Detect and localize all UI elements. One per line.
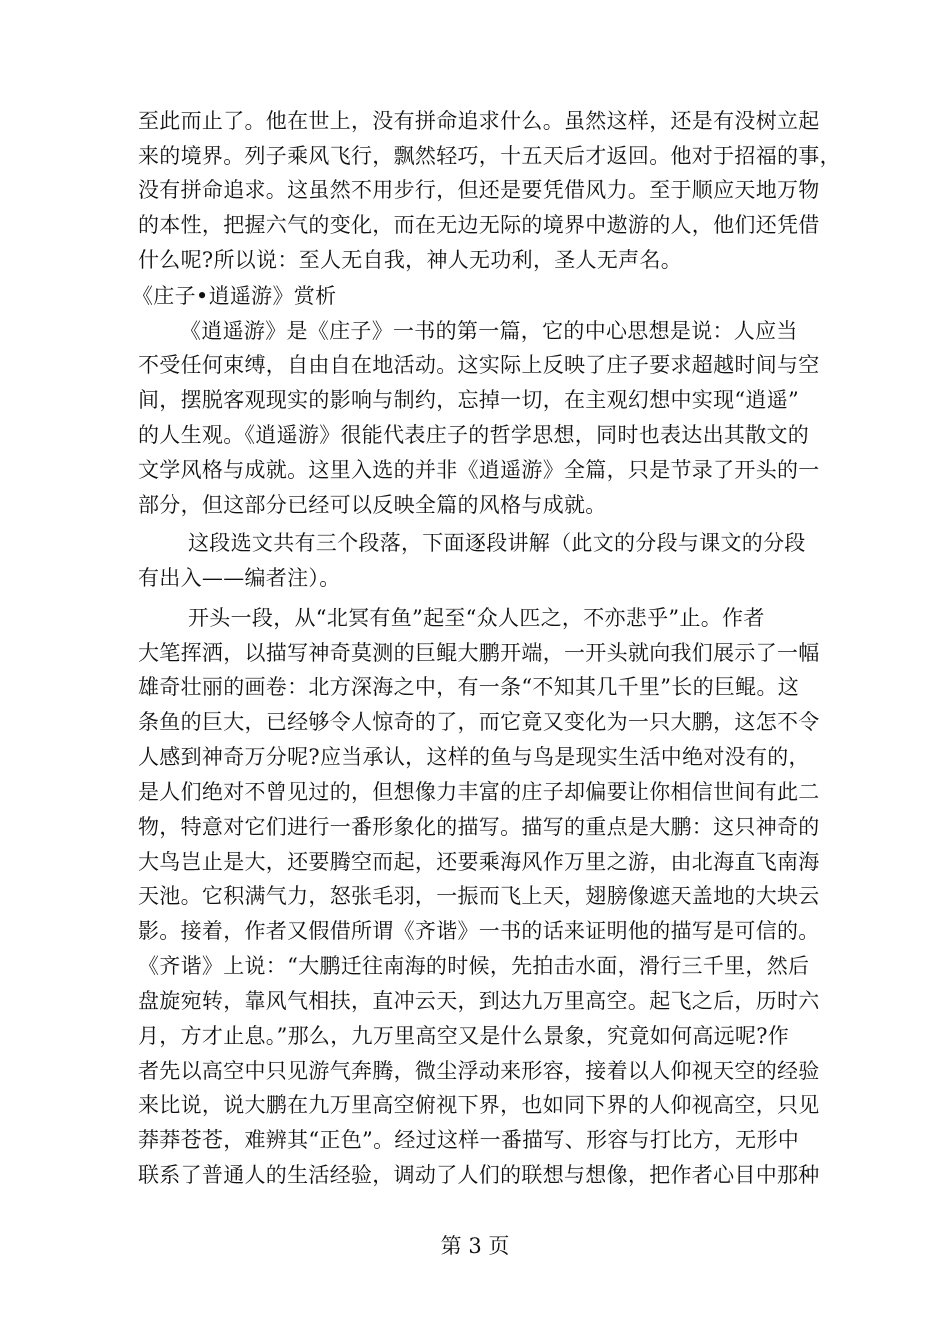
text-line: 来的境界。列子乘风飞行，飘然轻巧，十五天后才返回。他对于招福的事， — [138, 144, 841, 168]
page-number: 第 3 页 — [440, 1234, 510, 1258]
text-line: 至此而止了。他在世上，没有拼命追求什么。虽然这样，还是有没树立起 — [138, 109, 820, 133]
text-line: 盘旋宛转，靠风气相扶，直冲云天，到达九万里高空。起飞之后，历时六 — [138, 989, 820, 1013]
text-line: 联系了普通人的生活经验，调动了人们的联想与想像，把作者心目中那种 — [138, 1163, 820, 1187]
text-line: 文学风格与成就。这里入选的并非《逍遥游》全篇，只是节录了开头的一 — [138, 458, 820, 482]
text-line: 什么呢?所以说：至人无自我，神人无功利，圣人无声名。 — [138, 248, 683, 272]
text-line: 的本性，把握六气的变化，而在无边无际的境界中遨游的人，他们还凭借 — [138, 213, 820, 237]
text-line: 来比说，说大鹏在九万里高空俯视下界，也如同下界的人仰视高空，只见 — [138, 1093, 820, 1117]
text-line: 天池。它积满气力，怒张毛羽，一振而飞上天，翅膀像遮天盖地的大块云 — [138, 884, 820, 908]
text-line: 人感到神奇万分呢?应当承认，这样的鱼与鸟是现实生活中绝对没有的， — [138, 745, 810, 769]
text-line: 大鸟岂止是大，还要腾空而起，还要乘海风作万里之游，由北海直飞南海 — [138, 850, 820, 874]
text-line: 开头一段，从“北冥有鱼”起至“众人匹之，不亦悲乎”止。作者 — [188, 606, 765, 630]
text-line: 部分，但这部分已经可以反映全篇的风格与成就。 — [138, 493, 607, 517]
text-line: 间，摆脱客观现实的影响与制约，忘掉一切，在主观幻想中实现“逍遥” — [138, 388, 800, 412]
text-line: 大笔挥洒，以描写神奇莫测的巨鲲大鹏开端，一开头就向我们展示了一幅 — [138, 641, 820, 665]
text-line: 月，方才止息。”那么，九万里高空又是什么景象，究竟如何高远呢?作 — [138, 1024, 790, 1048]
text-line: 这段选文共有三个段落，下面逐段讲解（此文的分段与课文的分段 — [188, 531, 806, 555]
text-line: 雄奇壮丽的画卷：北方深海之中，有一条“不知其几千里”长的巨鲲。这 — [138, 675, 800, 699]
section-heading: 《庄子•逍遥游》赏析 — [132, 284, 337, 308]
text-line: 影。接着，作者又假借所谓《齐谐》一书的话来证明他的描写是可信的。 — [138, 919, 820, 943]
text-line: 条鱼的巨大，已经够令人惊奇的了，而它竟又变化为一只大鹏，这怎不令 — [138, 710, 820, 734]
text-line: 的人生观。《逍遥游》很能代表庄子的哲学思想，同时也表达出其散文的 — [138, 423, 810, 447]
text-line: 莽莽苍苍，难辨其“正色”。经过这样一番描写、形容与打比方，无形中 — [138, 1128, 800, 1152]
text-line: 不受任何束缚，自由自在地活动。这实际上反映了庄子要求超越时间与空 — [138, 353, 820, 377]
text-line: 者先以高空中只见游气奔腾，微尘浮动来形容，接着以人仰视天空的经验 — [138, 1059, 820, 1083]
text-line: 是人们绝对不曾见过的，但想像力丰富的庄子却偏要让你相信世间有此二 — [138, 780, 820, 804]
text-line: 没有拼命追求。这虽然不用步行，但还是要凭借风力。至于顺应天地万物 — [138, 178, 820, 202]
text-line: 《齐谐》上说：“大鹏迁往南海的时候，先拍击水面，滑行三千里，然后 — [138, 954, 810, 978]
text-line: 有出入——编者注）。 — [138, 566, 341, 590]
text-line: 《逍遥游》是《庄子》一书的第一篇，它的中心思想是说：人应当 — [180, 319, 798, 343]
text-line: 物，特意对它们进行一番形象化的描写。描写的重点是大鹏：这只神奇的 — [138, 815, 820, 839]
